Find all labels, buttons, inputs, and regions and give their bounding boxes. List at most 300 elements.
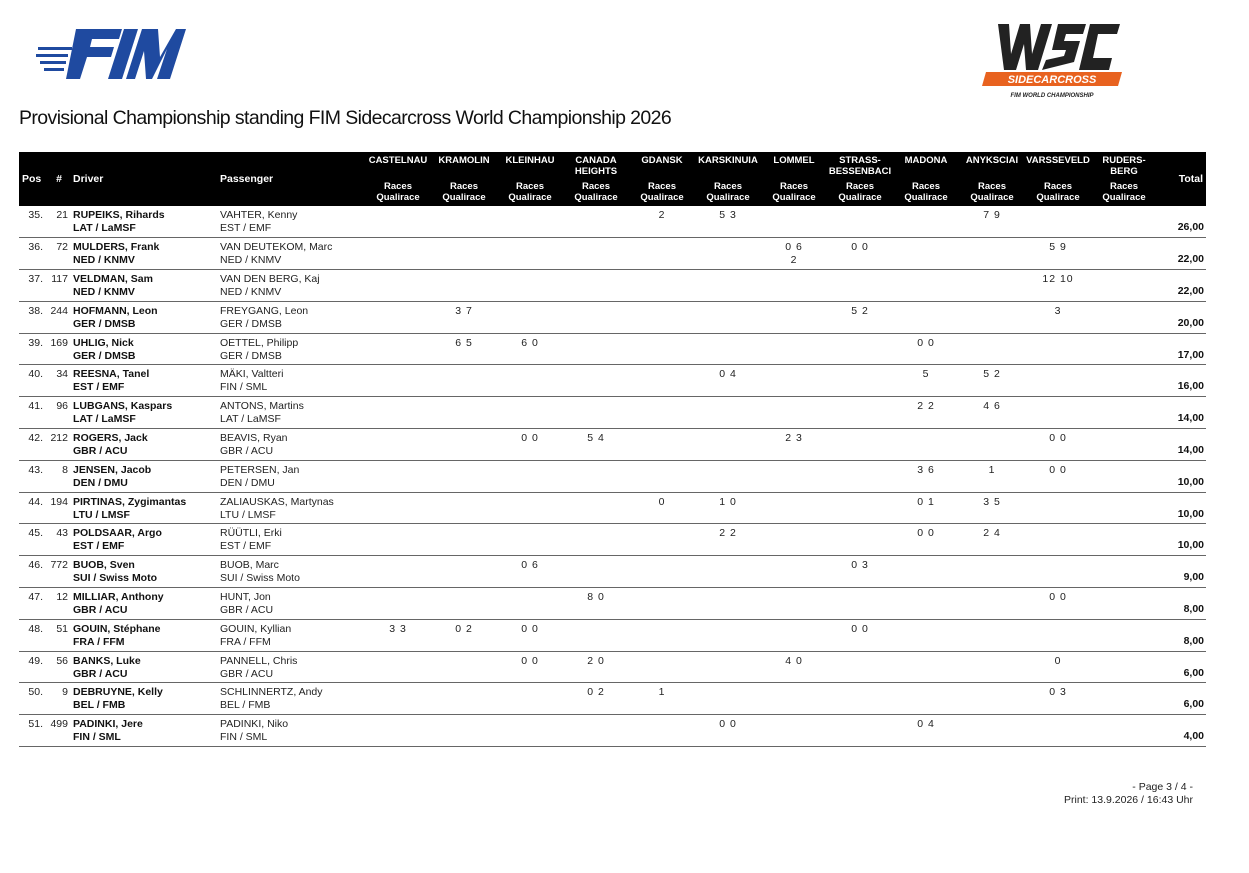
- event-result-cell: [497, 365, 563, 397]
- event-result-cell: [431, 556, 497, 588]
- header-event: [695, 152, 761, 206]
- event-result-cell: [563, 556, 629, 588]
- driver-nationality: SUI / Swiss Moto: [73, 572, 158, 585]
- event-result-cell: [827, 333, 893, 365]
- passenger-cell: [220, 683, 365, 715]
- passenger-name: RÜÜTLI, Erki: [220, 527, 282, 540]
- event-result-cell: 7 9: [983, 209, 1001, 221]
- event-result-cell: [1091, 460, 1157, 492]
- event-result-cell: [1091, 270, 1157, 302]
- event-result-cell: 0 4: [719, 368, 737, 381]
- event-result-cell: [563, 619, 629, 651]
- races-label: Races: [1044, 181, 1072, 192]
- driver-name: UHLIG, Nick: [73, 336, 134, 349]
- event-result-cell: [1025, 619, 1091, 651]
- passenger-cell: [220, 651, 365, 683]
- event-result-cell: [563, 492, 629, 524]
- event-result-cell: [1091, 206, 1157, 238]
- event-result-cell: [629, 429, 695, 461]
- event-result-cell: [431, 206, 497, 238]
- event-result-cell: [563, 524, 629, 556]
- passenger-nationality: FIN / SML: [220, 381, 268, 394]
- event-result-cell: [761, 365, 827, 397]
- driver-nationality: LTU / LMSF: [73, 508, 130, 521]
- event-result-cell: [629, 588, 695, 620]
- event-result-cell: [827, 715, 893, 747]
- event-result-cell: [497, 238, 563, 270]
- event-result-cell: [1091, 429, 1157, 461]
- qualirace-label: Qualirace: [508, 192, 552, 203]
- event-result-cell: [1091, 715, 1157, 747]
- driver-name: VELDMAN, Sam: [73, 273, 153, 286]
- number-cell: 43: [56, 527, 68, 540]
- event-result-cell: 0 0: [1049, 432, 1067, 445]
- passenger-nationality: FIN / SML: [220, 731, 268, 744]
- number-cell: 244: [50, 304, 68, 317]
- driver-nationality: GBR / ACU: [73, 667, 128, 680]
- event-result-cell: 5 2: [983, 368, 1001, 381]
- event-name: KARSKINUIA: [698, 155, 758, 166]
- table-row: [19, 333, 1206, 365]
- driver-cell: [73, 429, 220, 461]
- passenger-name: GOUIN, Kyllian: [220, 622, 292, 635]
- driver-name: LUBGANS, Kaspars: [73, 400, 173, 413]
- header-event: [365, 152, 431, 206]
- table-row: [19, 588, 1206, 620]
- driver-name: BANKS, Luke: [73, 654, 141, 667]
- event-result-cell: [893, 588, 959, 620]
- driver-cell: [73, 715, 220, 747]
- qualirace-label: Qualirace: [970, 192, 1014, 203]
- event-result-cell: [959, 301, 1025, 333]
- event-result-cell: [563, 715, 629, 747]
- driver-cell: [73, 683, 220, 715]
- event-result-cell: [695, 429, 761, 461]
- event-result-cell: [761, 619, 827, 651]
- event-result-cell: 3: [1054, 304, 1062, 317]
- event-result-cell: [893, 619, 959, 651]
- event-result-cell: [1091, 397, 1157, 429]
- event-result-cell: 3 6: [917, 463, 935, 476]
- event-result-cell: [1091, 365, 1157, 397]
- table-row: [19, 429, 1206, 461]
- svg-text:FIM: FIM: [36, 27, 38, 28]
- event-name: ANYKSCIAI: [965, 155, 1019, 166]
- event-name: KLEINHAU: [505, 155, 555, 166]
- number-cell: 169: [50, 336, 68, 349]
- races-label: Races: [582, 181, 610, 192]
- event-result-cell: [827, 683, 893, 715]
- number-cell: 117: [51, 273, 68, 286]
- event-result-cell: [695, 619, 761, 651]
- table-row: [19, 270, 1206, 302]
- passenger-name: PADINKI, Niko: [220, 718, 289, 731]
- event-result-cell: [1025, 556, 1091, 588]
- event-result-cell: [1025, 206, 1091, 238]
- event-result-cell: [365, 365, 431, 397]
- driver-nationality: GER / DMSB: [73, 349, 136, 362]
- event-result-cell: [497, 460, 563, 492]
- position-cell: 37.: [28, 273, 43, 286]
- svg-text:SIDECARCROSS: SIDECARCROSS: [1007, 74, 1097, 86]
- driver-name: PIRTINAS, Zygimantas: [73, 495, 187, 508]
- event-result-cell: 0: [1054, 654, 1062, 667]
- event-result-cell: [827, 524, 893, 556]
- passenger-nationality: BEL / FMB: [220, 699, 271, 712]
- event-result-cell: [431, 460, 497, 492]
- races-label: Races: [1110, 181, 1138, 192]
- qualirace-label: Qualirace: [904, 192, 948, 203]
- position-cell: 35.: [28, 209, 43, 221]
- total-cell: 10,00: [1177, 539, 1204, 552]
- event-result-cell: 0 6 2: [785, 241, 803, 267]
- total-cell: 4,00: [1183, 730, 1204, 743]
- event-result-cell: [629, 556, 695, 588]
- passenger-name: SCHLINNERTZ, Andy: [220, 686, 323, 699]
- event-result-cell: [365, 588, 431, 620]
- header-event: [497, 152, 563, 206]
- total-cell: 8,00: [1183, 603, 1204, 616]
- event-result-cell: [827, 429, 893, 461]
- event-result-cell: [827, 492, 893, 524]
- event-result-cell: [629, 397, 695, 429]
- number-cell: 8: [62, 463, 68, 476]
- event-result-cell: [1091, 619, 1157, 651]
- event-result-cell: [827, 206, 893, 238]
- passenger-cell: [220, 588, 365, 620]
- header-event: [1025, 152, 1091, 206]
- table-row: [19, 460, 1206, 492]
- passenger-name: VAN DEN BERG, Kaj: [220, 273, 320, 286]
- header-event: [827, 152, 893, 206]
- passenger-nationality: GBR / ACU: [220, 667, 274, 680]
- qualirace-label: Qualirace: [640, 192, 684, 203]
- position-cell: 41.: [28, 400, 43, 413]
- position-cell: 39.: [28, 336, 43, 349]
- event-result-cell: 0 0: [521, 432, 539, 445]
- event-result-cell: [629, 715, 695, 747]
- event-result-cell: [365, 206, 431, 238]
- event-name: LOMMEL: [773, 155, 815, 166]
- driver-name: MILLIAR, Anthony: [73, 591, 164, 604]
- header-event: [563, 152, 629, 206]
- passenger-cell: [220, 238, 365, 270]
- event-result-cell: [1091, 556, 1157, 588]
- event-result-cell: [629, 333, 695, 365]
- passenger-name: BEAVIS, Ryan: [220, 432, 288, 445]
- number-cell: 12: [56, 591, 68, 604]
- number-cell: 212: [50, 432, 68, 445]
- event-result-cell: [563, 460, 629, 492]
- event-result-cell: 2 2: [719, 527, 737, 540]
- event-result-cell: [365, 333, 431, 365]
- qualirace-label: Qualirace: [376, 192, 420, 203]
- event-result-cell: [695, 588, 761, 620]
- event-result-cell: [497, 301, 563, 333]
- event-result-cell: [1091, 524, 1157, 556]
- page-footer: [1064, 781, 1193, 807]
- event-result-cell: [959, 651, 1025, 683]
- position-cell: 47.: [28, 591, 43, 604]
- total-cell: 20,00: [1177, 316, 1204, 329]
- event-result-cell: [563, 397, 629, 429]
- table-row: [19, 238, 1206, 270]
- races-label: Races: [978, 181, 1006, 192]
- number-cell: 72: [56, 241, 68, 254]
- total-cell: 6,00: [1183, 666, 1204, 679]
- event-result-cell: [761, 492, 827, 524]
- driver-name: GOUIN, Stéphane: [73, 622, 161, 635]
- passenger-nationality: LTU / LMSF: [220, 508, 276, 521]
- passenger-name: BUOB, Marc: [220, 559, 279, 572]
- driver-nationality: BEL / FMB: [73, 699, 126, 712]
- event-result-cell: [431, 683, 497, 715]
- event-result-cell: [629, 270, 695, 302]
- event-result-cell: [365, 301, 431, 333]
- event-result-cell: [893, 556, 959, 588]
- event-result-cell: 0 0: [1049, 463, 1067, 476]
- header-event: [431, 152, 497, 206]
- event-result-cell: 1: [988, 463, 996, 476]
- driver-nationality: NED / KNMV: [73, 286, 135, 299]
- event-result-cell: [695, 333, 761, 365]
- event-result-cell: [893, 651, 959, 683]
- driver-name: JENSEN, Jacob: [73, 463, 152, 476]
- event-result-cell: 5: [922, 368, 930, 381]
- driver-cell: [73, 651, 220, 683]
- table-row: [19, 206, 1206, 238]
- passenger-cell: [220, 619, 365, 651]
- driver-cell: [73, 301, 220, 333]
- event-result-cell: 1: [658, 686, 666, 699]
- event-result-cell: [497, 492, 563, 524]
- event-name: VARSSEVELD: [1026, 155, 1090, 166]
- driver-cell: [73, 460, 220, 492]
- event-result-cell: 0 2: [455, 622, 473, 635]
- event-result-cell: [893, 301, 959, 333]
- passenger-name: PANNELL, Chris: [220, 654, 298, 667]
- driver-name: MULDERS, Frank: [73, 241, 160, 254]
- passenger-cell: [220, 365, 365, 397]
- event-name: CANADA HEIGHTS: [574, 155, 618, 177]
- total-cell: 10,00: [1177, 507, 1204, 520]
- total-cell: 10,00: [1177, 475, 1204, 488]
- event-result-cell: [629, 619, 695, 651]
- event-result-cell: 0 1: [917, 495, 935, 508]
- event-result-cell: [761, 460, 827, 492]
- driver-name: REESNA, Tanel: [73, 368, 150, 381]
- page-title: Provisional Championship standing FIM Sidecarcross World Championship 2026: [19, 107, 672, 129]
- event-result-cell: 3 3: [389, 622, 407, 635]
- event-result-cell: [959, 270, 1025, 302]
- driver-nationality: DEN / DMU: [73, 476, 128, 489]
- driver-cell: [73, 556, 220, 588]
- event-result-cell: [497, 683, 563, 715]
- event-result-cell: 2 4: [983, 527, 1001, 540]
- table-row: [19, 365, 1206, 397]
- event-result-cell: 0 0: [1049, 591, 1067, 604]
- driver-nationality: NED / KNMV: [73, 254, 135, 267]
- passenger-cell: [220, 270, 365, 302]
- event-result-cell: 3 5: [983, 495, 1001, 508]
- driver-nationality: EST / EMF: [73, 540, 125, 553]
- passenger-name: PETERSEN, Jan: [220, 463, 300, 476]
- event-result-cell: [365, 460, 431, 492]
- event-result-cell: [563, 365, 629, 397]
- event-result-cell: [1091, 683, 1157, 715]
- header-event: [893, 152, 959, 206]
- total-cell: 26,00: [1177, 221, 1204, 233]
- event-result-cell: 0 0: [851, 622, 869, 635]
- position-cell: 48.: [28, 622, 43, 635]
- position-cell: 38.: [28, 304, 43, 317]
- position-cell: 45.: [28, 527, 43, 540]
- position-cell: 43.: [28, 463, 43, 476]
- event-result-cell: [365, 492, 431, 524]
- svg-text:FIM WORLD CHAMPIONSHIP: FIM WORLD CHAMPIONSHIP: [1010, 93, 1094, 99]
- total-cell: 8,00: [1183, 634, 1204, 647]
- event-result-cell: [563, 238, 629, 270]
- event-result-cell: [497, 397, 563, 429]
- driver-nationality: LAT / LaMSF: [73, 222, 136, 234]
- passenger-cell: [220, 397, 365, 429]
- event-result-cell: [761, 333, 827, 365]
- event-result-cell: [1025, 524, 1091, 556]
- event-result-cell: [431, 715, 497, 747]
- passenger-nationality: GER / DMSB: [220, 317, 282, 330]
- event-result-cell: [1025, 715, 1091, 747]
- position-cell: 51.: [28, 718, 43, 731]
- passenger-cell: [220, 333, 365, 365]
- event-result-cell: [1025, 397, 1091, 429]
- event-result-cell: 5 4: [587, 432, 605, 445]
- driver-cell: [73, 238, 220, 270]
- event-result-cell: [695, 683, 761, 715]
- event-result-cell: [431, 238, 497, 270]
- event-result-cell: [365, 715, 431, 747]
- event-result-cell: [761, 206, 827, 238]
- driver-nationality: GBR / ACU: [73, 445, 128, 458]
- table-row: [19, 397, 1206, 429]
- page-number: - Page 3 / 4 -: [1132, 781, 1193, 793]
- event-result-cell: 8 0: [587, 591, 605, 604]
- driver-cell: [73, 492, 220, 524]
- event-result-cell: [497, 715, 563, 747]
- event-result-cell: [959, 556, 1025, 588]
- event-result-cell: [695, 238, 761, 270]
- passenger-name: VAN DEUTEKOM, Marc: [220, 241, 333, 254]
- number-cell: 772: [50, 559, 68, 572]
- event-result-cell: 0: [658, 495, 666, 508]
- passenger-name: MÄKI, Valtteri: [220, 368, 284, 381]
- header-total: Total: [1157, 152, 1206, 206]
- passenger-name: VAHTER, Kenny: [220, 209, 298, 221]
- table-row: [19, 715, 1206, 747]
- event-result-cell: 4 0: [785, 654, 803, 667]
- event-name: STRASS-BESSENBACI: [828, 155, 892, 177]
- event-result-cell: [1091, 492, 1157, 524]
- event-result-cell: [1091, 238, 1157, 270]
- number-cell: 194: [50, 495, 68, 508]
- event-result-cell: [893, 238, 959, 270]
- passenger-name: OETTEL, Philipp: [220, 336, 299, 349]
- event-result-cell: [365, 397, 431, 429]
- event-result-cell: 0 6: [521, 559, 539, 572]
- driver-name: RUPEIKS, Rihards: [73, 209, 165, 221]
- event-result-cell: [695, 397, 761, 429]
- event-result-cell: [761, 270, 827, 302]
- passenger-nationality: GBR / ACU: [220, 445, 274, 458]
- position-cell: 50.: [28, 686, 43, 699]
- event-result-cell: [761, 588, 827, 620]
- qualirace-label: Qualirace: [442, 192, 486, 203]
- event-result-cell: [827, 365, 893, 397]
- event-result-cell: 0 0: [719, 718, 737, 731]
- driver-cell: [73, 206, 220, 238]
- event-result-cell: 5 2: [851, 304, 869, 317]
- event-result-cell: [365, 556, 431, 588]
- passenger-cell: [220, 206, 365, 238]
- table-row: [19, 492, 1206, 524]
- event-result-cell: [761, 715, 827, 747]
- event-result-cell: [827, 460, 893, 492]
- event-result-cell: [497, 270, 563, 302]
- driver-cell: [73, 619, 220, 651]
- event-result-cell: [761, 556, 827, 588]
- total-cell: 22,00: [1177, 253, 1204, 266]
- event-result-cell: 0 0: [917, 527, 935, 540]
- event-result-cell: [893, 683, 959, 715]
- event-result-cell: [365, 524, 431, 556]
- passenger-nationality: FRA / FFM: [220, 635, 271, 648]
- position-cell: 42.: [28, 432, 43, 445]
- event-result-cell: [959, 715, 1025, 747]
- standings-body: [19, 206, 1206, 747]
- passenger-name: HUNT, Jon: [220, 591, 271, 604]
- event-result-cell: 2 3: [785, 432, 803, 445]
- position-cell: 40.: [28, 368, 43, 381]
- driver-name: BUOB, Sven: [73, 559, 135, 572]
- event-result-cell: 5 9: [1049, 241, 1067, 254]
- passenger-nationality: NED / KNMV: [220, 286, 282, 299]
- driver-nationality: LAT / LaMSF: [73, 413, 136, 426]
- driver-cell: [73, 588, 220, 620]
- event-result-cell: [1025, 365, 1091, 397]
- event-result-cell: [563, 270, 629, 302]
- event-result-cell: 2: [658, 209, 666, 221]
- event-result-cell: 2 2: [917, 400, 935, 413]
- event-result-cell: 0 4: [917, 718, 935, 731]
- event-result-cell: [365, 270, 431, 302]
- header-event: [959, 152, 1025, 206]
- total-cell: 14,00: [1177, 444, 1204, 457]
- passenger-name: FREYGANG, Leon: [220, 304, 309, 317]
- event-result-cell: [761, 683, 827, 715]
- position-cell: 49.: [28, 654, 43, 667]
- event-result-cell: [827, 270, 893, 302]
- event-result-cell: [629, 524, 695, 556]
- races-label: Races: [450, 181, 478, 192]
- passenger-cell: [220, 492, 365, 524]
- number-cell: 51: [56, 622, 68, 635]
- passenger-nationality: GER / DMSB: [220, 349, 282, 362]
- table-header-row: [19, 152, 1206, 206]
- event-result-cell: [563, 206, 629, 238]
- passenger-nationality: EST / EMF: [220, 222, 272, 234]
- driver-name: DEBRUYNE, Kelly: [73, 686, 163, 699]
- event-name: MADONA: [904, 155, 948, 166]
- header-number: #: [45, 152, 73, 206]
